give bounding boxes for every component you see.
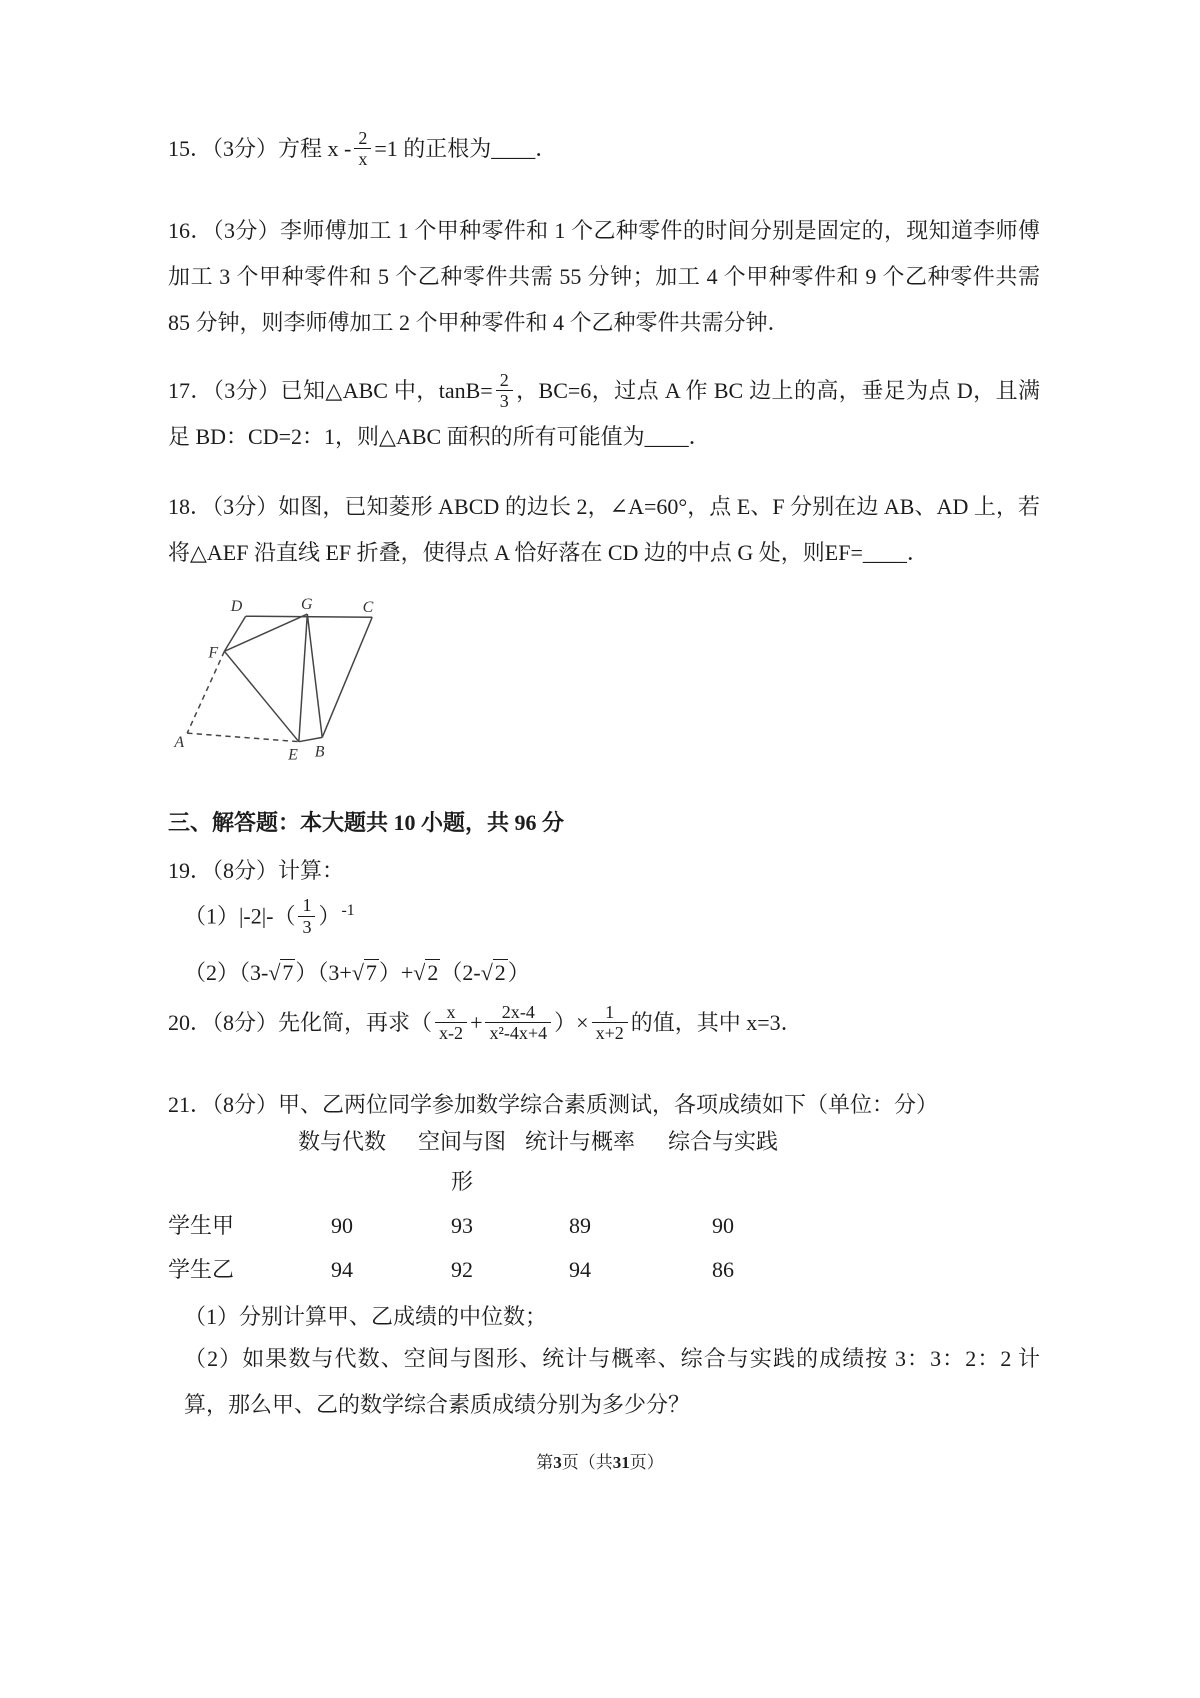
q17-fraction-denominator: 3 — [496, 390, 513, 412]
point-label-B: B — [314, 743, 325, 761]
q19-item2-radicand-1: 7 — [282, 960, 294, 985]
table-row-student-b — [168, 1248, 798, 1292]
table-header-practice: 综合与实践 — [667, 1129, 778, 1154]
q19-item1-exponent: -1 — [341, 902, 355, 919]
q19-item2-radicand-2: 7 — [365, 960, 377, 985]
q19-item1-pre: （1）|-2|-（ — [184, 903, 296, 929]
table-corner-cell — [168, 1120, 272, 1204]
table-header-geometry: 空间与图形 — [418, 1129, 507, 1194]
edge-BC — [322, 617, 372, 737]
footer-page-number: 3 — [553, 1453, 562, 1472]
q19-item1-fraction-numerator: 1 — [302, 895, 312, 916]
segment-GB — [307, 614, 322, 737]
row-label-student-a: 学生甲 — [168, 1213, 235, 1238]
q15-text-post: =1 的正根为____． — [374, 136, 558, 161]
row-label-student-b: 学生乙 — [168, 1257, 235, 1282]
q20-fraction-2 — [485, 1002, 551, 1045]
cell-a-3: 89 — [569, 1213, 591, 1238]
q20-text-post: 的值，其中 x=3． — [630, 1010, 803, 1035]
footer-mid: 页（共 — [561, 1453, 613, 1472]
q19-item2-radicand-4: 2 — [494, 960, 506, 985]
edge-EB — [299, 737, 322, 741]
q20-plus: + — [470, 1010, 483, 1035]
q16-text: 16．（3分）李师傅加工 1 个甲种零件和 1 个乙种零件的时间分别是固定的，现知道李师傅加工 3 个甲种零件和 5 个乙种零件共需 55 分钟；加工 4 个甲种零件和 9 个乙种零件共需 85 分钟，则李师傅加工 2 个甲种零件和 4 个乙种零件共需分钟． — [168, 218, 1040, 335]
footer-total-pages: 31 — [612, 1453, 630, 1472]
table-row-student-a — [168, 1204, 798, 1248]
q17-text-post: ，BC=6，过点 A 作 BC 边上的高，垂足为点 D，且满足 BD：CD=2：1，则△ABC 面积的所有可能值为____． — [168, 378, 1040, 450]
q17-fraction — [496, 370, 513, 413]
q15-fraction-numerator: 2 — [358, 127, 368, 148]
q19-item2-radicand-3: 2 — [427, 960, 439, 985]
q21-score-table-wrap — [168, 1120, 798, 1292]
cell-b-2: 92 — [451, 1257, 473, 1282]
table-header-row — [168, 1120, 798, 1204]
scores-table — [168, 1120, 798, 1292]
cell-b-1: 94 — [331, 1257, 353, 1282]
cell-b-4: 86 — [712, 1257, 734, 1282]
question-19-item-1 — [184, 888, 1040, 940]
footer-post: 页） — [629, 1453, 664, 1472]
q20-fraction-1-numerator: x — [446, 1001, 456, 1022]
q20-fraction-1-denominator: x-2 — [435, 1022, 467, 1044]
q19-item1-fraction — [298, 895, 315, 938]
point-label-E: E — [288, 746, 298, 764]
q19-item1-close: ） — [318, 903, 341, 929]
point-label-D: D — [230, 597, 243, 615]
segment-FE — [224, 651, 298, 741]
point-label-F: F — [208, 644, 219, 662]
rhombus-fold-diagram — [170, 596, 400, 764]
segment-GE — [299, 614, 308, 742]
q20-fraction-1 — [435, 1002, 467, 1045]
segment-FG — [224, 614, 307, 651]
q19-item2-t1: （2）（3-√ — [184, 960, 281, 985]
cell-a-1: 90 — [331, 1213, 353, 1238]
question-20 — [168, 1000, 1040, 1046]
question-21-item-2 — [184, 1336, 1040, 1428]
q19-head-text: 19．（8分）计算： — [168, 858, 345, 883]
question-16 — [168, 208, 1040, 346]
q17-fraction-numerator: 2 — [499, 369, 509, 390]
cell-a-4: 90 — [712, 1213, 734, 1238]
edge-AE-dashed — [187, 733, 299, 742]
q19-item1-fraction-denominator: 3 — [298, 916, 315, 938]
edge-FA-dashed — [187, 651, 224, 733]
footer-pre: 第 — [536, 1453, 554, 1472]
q20-fraction-3-denominator: x+2 — [592, 1022, 628, 1044]
q19-item2-t5: ） — [507, 960, 530, 985]
q15-fraction — [354, 128, 371, 171]
cell-b-3: 94 — [569, 1257, 591, 1282]
q18-geometry-figure — [170, 596, 400, 764]
question-19-item-2 — [184, 950, 1040, 996]
table-header-statistics: 统计与概率 — [524, 1129, 635, 1154]
q21-item1-text: （1）分别计算甲、乙成绩的中位数； — [184, 1304, 548, 1329]
q20-times: ）× — [554, 1010, 589, 1035]
table-header-algebra: 数与代数 — [297, 1129, 386, 1154]
page-footer — [0, 1448, 1200, 1473]
point-label-C: C — [362, 598, 374, 616]
q15-fraction-denominator: x — [354, 148, 371, 170]
question-17 — [168, 368, 1040, 460]
point-label-G: G — [300, 596, 313, 613]
q19-item2-t3: ）+√ — [378, 960, 426, 985]
section-3-title: 三、解答题：本大题共 10 小题，共 96 分 — [168, 810, 565, 835]
question-21-item-1 — [184, 1294, 1040, 1340]
edge-DC — [246, 616, 373, 617]
q20-fraction-2-numerator: 2x-4 — [501, 1001, 535, 1022]
q18-text: 18．（3分）如图，已知菱形 ABCD 的边长 2，∠A=60°，点 E、F 分别在边 AB、AD 上，若将△AEF 沿直线 EF 折叠，使得点 A 恰好落在 CD 边的中点 G 处，则EF=____． — [168, 494, 1040, 565]
q20-fraction-3-numerator: 1 — [605, 1001, 615, 1022]
q20-text-pre: 20．（8分）先化简，再求（ — [168, 1010, 433, 1035]
question-18 — [168, 484, 1040, 576]
cell-a-2: 93 — [451, 1213, 473, 1238]
point-label-A: A — [174, 733, 185, 751]
q20-fraction-2-denominator: x²-4x+4 — [485, 1022, 551, 1044]
q17-text-pre: 17．（3分）已知△ABC 中，tanB= — [168, 378, 493, 403]
q19-item2-t2: ）（3+√ — [295, 960, 364, 985]
q20-fraction-3 — [592, 1002, 628, 1045]
q15-text-pre: 15．（3分）方程 x - — [168, 136, 352, 161]
q21-item2-text: （2）如果数与代数、空间与图形、统计与概率、综合与实践的成绩按 3：3：2：2 计算，那么甲、乙的数学综合素质成绩分别为多少分？ — [184, 1346, 1040, 1417]
section-3-header — [168, 800, 1040, 846]
q19-item2-t4: （2-√ — [440, 960, 493, 985]
q21-head-text: 21．（8分）甲、乙两位同学参加数学综合素质测试，各项成绩如下（单位：分） — [168, 1092, 939, 1117]
question-15 — [168, 126, 1040, 172]
